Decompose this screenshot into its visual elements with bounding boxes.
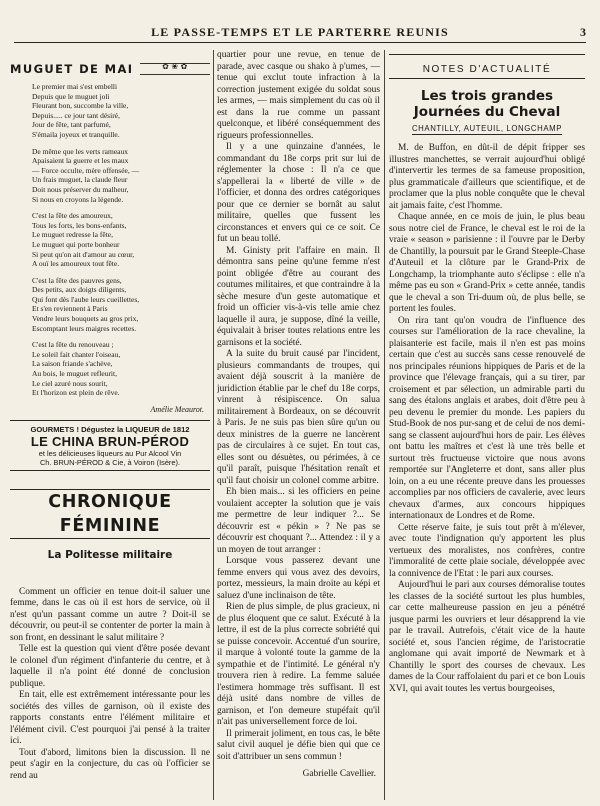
poem-line: Des petits, aux doigts diligents, <box>32 285 127 295</box>
poem-line: Le muguet qui porte bonheur <box>32 239 120 249</box>
poem-line: Jour de fête, tant parfumé, <box>32 120 111 130</box>
liqueur-advertisement <box>10 420 210 471</box>
paragraph: M. Ginisty prit l'affaire en main. Il démontra sans peine qu'une femme n'est point obligée d'être au courant des coutumes militaires, et que contraindre à la sèche mesure d'un geste automatique et froid un officier vis-à-vis telle amie chez laquelle il aura, je suppose, dîné la veille, équivalait à briser toutes relations entre les garnisons et la société. <box>217 245 380 348</box>
paragraph: M. de Buffon, en dût-il de dépit fripper ses illustres manchettes, se verrait aujourd'hui obligé d'intervertir les termes de sa fameuse proposition, plus grammaticale d'ailleurs que scientifique, et de proclamer que la plus noble conquête que le cheval ait jamais faite, c'est l'homme. <box>389 143 585 211</box>
poem-line: Apaisaient la guerre et les maux <box>32 156 129 166</box>
column-middle <box>217 50 380 800</box>
poem-line: La saison friande s'achève, <box>32 359 113 369</box>
column-right <box>389 50 585 800</box>
poem-line: Doit nous préserver du malheur, <box>32 184 129 194</box>
poem-line: Escomptant leurs maigres recettes. <box>32 323 137 333</box>
paragraph: Chaque année, en ce mois de juin, le plus beau sous notre ciel de France, le cheval est le roi de la vraie « season » parisienne : il l'ouvre par le Derby de Chantilly, la poursuit par le Grand Steeple-Chase d'Auteuil et la clôture par le Grand-Prix de Longchamp, la triomphante auto s'éclipse : elle n'a même pas eu son « Grand-Prix » cette année, tandis que le cheval a son Tri-duum où, de plus belle, se portent les foules. <box>389 212 585 314</box>
poem-line: C'est la fête des amoureux, <box>32 211 113 221</box>
poem-line: C'est la fête des pauvres gens, <box>32 275 122 285</box>
ad-tagline: GOURMETS ! Dégustez la LIQUEUR de 1812 <box>30 424 190 434</box>
poem-stanza <box>32 340 210 398</box>
poem-author: Amélie Meaurot. <box>150 404 204 414</box>
column-divider <box>384 50 385 800</box>
paragraph: Eh bien mais... si les officiers en peine voulaient accepter la solution que je vais me permettre de leur indiquer ?... Se découvrir est « pékin » ? Ne pas se découvrir est choquant ?... Attendez : il y a un moyen de tout arranger : <box>217 487 380 555</box>
poem-line: Au bois, le muguet refleurit, <box>32 369 117 379</box>
column-divider <box>213 50 214 800</box>
ad-brand: LE CHINA BRUN-PÉROD <box>30 433 190 449</box>
poem-line: C'est la fête du renouveau ; <box>32 340 114 350</box>
poem-line: Qui font dès l'aube leurs cueillettes, <box>32 294 140 304</box>
paragraph: Il primerait joliment, en tous cas, le bête salut civil auquel je défie bien qui que ce soit d'attribuer un sens commun ! <box>217 728 380 762</box>
running-title: LE PASSE-TEMPS ET LE PARTERRE REUNIS <box>151 24 449 39</box>
poem-line: A ouï les amoureux tout fête. <box>32 259 120 269</box>
chronique-title: CHRONIQUE FÉMININE <box>10 489 210 539</box>
flower-ornament-icon <box>140 63 211 75</box>
poem-line: Si nous en croyons la légende. <box>32 194 124 204</box>
poem-line: Le premier mai s'est embelli <box>32 82 118 91</box>
ad-maker: Ch. BRUN-PÉROD & Cie, à Voiron (Isère). <box>39 457 181 467</box>
article-subtitle-text: CHANTILLY, AUTEUIL, LONGCHAMP <box>411 124 563 133</box>
paragraph: A la suite du bruit causé par l'incident, plusieurs commandants de troupes, qui avaient déjà souscrit à la manière de juridiction établie par le chef du 18e corps, vinrent à résipiscence. On salua militairement à Bordeaux, on se découvrit à Paris. Je ne suis pas bien sûre qu'un ou deux ministres de la guerre ne lancèrent pas de circulaires à ce sujet. En tout cas, elles sont ou désuètes, ou périmées, à ce qu'il paraît, puisque l'hésitation renaît et qu'il faut choisir un colonel comme arbitre. <box>217 349 380 486</box>
poem-line: Tous les forts, les bons-enfants, <box>32 220 127 230</box>
poem-stanza <box>32 147 210 205</box>
poem-body <box>10 82 210 398</box>
notes-header-label: NOTES D'ACTUALITÉ <box>422 64 552 75</box>
poem-stanza <box>32 211 210 269</box>
chronique-subtitle: La Politesse militaire <box>47 548 173 561</box>
column-left <box>10 50 210 800</box>
header-rule <box>14 42 586 43</box>
chronique-signature: Gabrielle Cavellier. <box>302 769 376 779</box>
poem-line: Fleurant bon, succombe la ville, <box>32 101 129 111</box>
paragraph: Lorsque vous passerez devant une femme envers qui vous avez des devoirs, portez, messieurs, la main droite au képi et saluez d'une inclinaison de tête. <box>217 556 380 601</box>
article-title: Les trois grandes Journées du Cheval <box>413 88 561 120</box>
poem-line: S'émaila joyeux et tranquille. <box>32 129 120 139</box>
poem-line: Et s'en reviennent à Paris <box>32 304 108 314</box>
poem-line: Si peut qu'on ait d'amour au cœur, <box>32 249 135 259</box>
poem-title: MUGUET DE MAI <box>10 62 134 76</box>
article-subtitle <box>389 124 585 133</box>
page-number: 3 <box>580 24 586 39</box>
poem-line: Depuis que le muguet joli <box>32 91 110 101</box>
ad-description: et les délicieuses liqueurs au Pur Alcool Vin <box>38 448 182 458</box>
paragraph: Il y a une quinzaine d'années, le commandant du 18e corps prit sur lui de réglementer la chose : Il n'a ce que s'appellerai la « liberté de ville » de l'officier, et donna des ordres catégoriques pour que ce dernier se bornât au salut militaire, quelles que fussent les circonstances et envers qui ce ce soit. Ce fut un beau tollé. <box>217 142 380 244</box>
poem-line: Et l'horizon est plein de rêve. <box>32 388 120 398</box>
poem-line: De même que les verts rameaux <box>32 146 129 156</box>
poem-line: Un frais muguet, la claude fleur <box>32 175 128 185</box>
poem-line: Vendre leurs bouquets au gros prix, <box>32 314 139 324</box>
notes-header <box>389 54 585 79</box>
poem-line: Le soleil fait chanter l'oiseau, <box>32 349 121 359</box>
page-header <box>14 22 586 42</box>
poem-heading <box>10 56 210 82</box>
paragraph: quartier pour une revue, en tenue de parade, avec casque ou shako à p'umes, — tenue qui exclut toute infraction à la correction justement exigée du soldat sous les armes, — mais simplement du cas où il est dans la rue comme un passant quelconque, et libéré conséquemment des rigueurs professionnelles. <box>217 50 380 141</box>
paragraph: Rien de plus simple, de plus gracieux, ni de plus éloquent que ce salut. Exécuté à la lettre, il est de la plus correcte sobriété qui se puisse concevoir. Accentué d'un sourire, il marque à volonté toute la gamme de la sympathie et de l'intimité. Le général n'y trouvera rien à redire. La femme saluée l'estimera hommage très suffisant. Il est déjà usité dans nombre de villes de garnison, et l'on demeure stupéfait qu'il n'ait pas universellement force de loi. <box>217 602 380 727</box>
paragraph: Tout d'abord, limitons bien la discussion. Il ne peut s'agir en la conjecture, du cas où l'officier se rend au <box>10 747 210 781</box>
paragraph: On rira tant qu'on voudra de l'influence des courses sur l'amélioration de la race chevaline, la plaisanterie est facile, mais il n'en est pas moins certain que c'est au succès sans cesse renouvelé de nos principales réunions hippiques de Paris et de la province que l'élevage français, qui a su tirer, par croisement et par sélection, un admirable parti du sang des étalons anglais et arabes, doit d'être peu à peu devenu le premier du monde. Les papiers du Stud-Book de nos pur-sang et de celui de nos demi-sang se classent aujourd'hui hors de pair. Les élèves ont battu les maîtres et c'est là une très belle et surtout très fructueuse victoire que nous avons remportée sur l'Angleterre et dont, sans aller plus loin, on a eu une récente preuve dans les prouesses accomplies par nos officiers de cavalerie, avec leurs chevaux d'armes, aux concours hippiques internationaux de Londres et de Rome. <box>389 315 585 521</box>
poem-stanza <box>32 82 210 140</box>
paragraph: En tait, elle est extrêmement intéressante pour les sociétés des villes de garnison, où il existe des rapports constants entre l'élément militaire et l'élément civil. C'est pourquoi j'ai pensé à la traiter ici. <box>10 690 210 747</box>
paragraph: Telle est la question qui vient d'être posée devant le colonel d'un régiment d'infanterie du centre, et à laquelle il n'a point été donné de conclusion publique. <box>10 644 210 689</box>
paragraph: Aujourd'hui le pari aux courses démoralise toutes les classes de la société surtout les plus humbles, car cette malheureuse passion en jeu a pénétré jusque parmi les ouvriers et leur désapprend la vie par le travail. Autrefois, c'était vice de la haute société et, sous l'ancien régime, de l'aristocratie anglomane qui avait importé de Newmark et à Chantilly le sport des courses de chevaux. Les dames de la Cour raffolaient du pari et ce bon Louis XVI, qui avait toutes les vertus bourgeoises, <box>389 580 585 694</box>
paragraph: Comment un officier en tenue doit-il saluer une femme, dans le cas où il est hors de service, où il n'est qu'un passant comme un autre ? Doit-il se découvrir, ou peut-il se contenter de porter la main à son front, en dessinant le salut militaire ? <box>10 586 210 643</box>
poem-stanza <box>32 276 210 334</box>
chronique-text-part1 <box>10 587 210 783</box>
paragraph: Cette réserve faite, je suis tout prêt à m'élever, avec toute l'indignation qu'y apportent les plus vertueux des moralistes, nos confrères, contre l'immoralité de cette plaie sociale, développée avec la connivence de l'Etat : le pari aux courses. <box>389 522 585 579</box>
poem-line: Le ciel azuré nous sourit, <box>32 378 108 388</box>
poem-line: Le muguet redresse la fête, <box>32 230 114 240</box>
poem-line: Depuis..... ce jour tant désiré, <box>32 110 120 120</box>
poem-line: — Force occulte, mère offensée, — <box>32 165 140 175</box>
